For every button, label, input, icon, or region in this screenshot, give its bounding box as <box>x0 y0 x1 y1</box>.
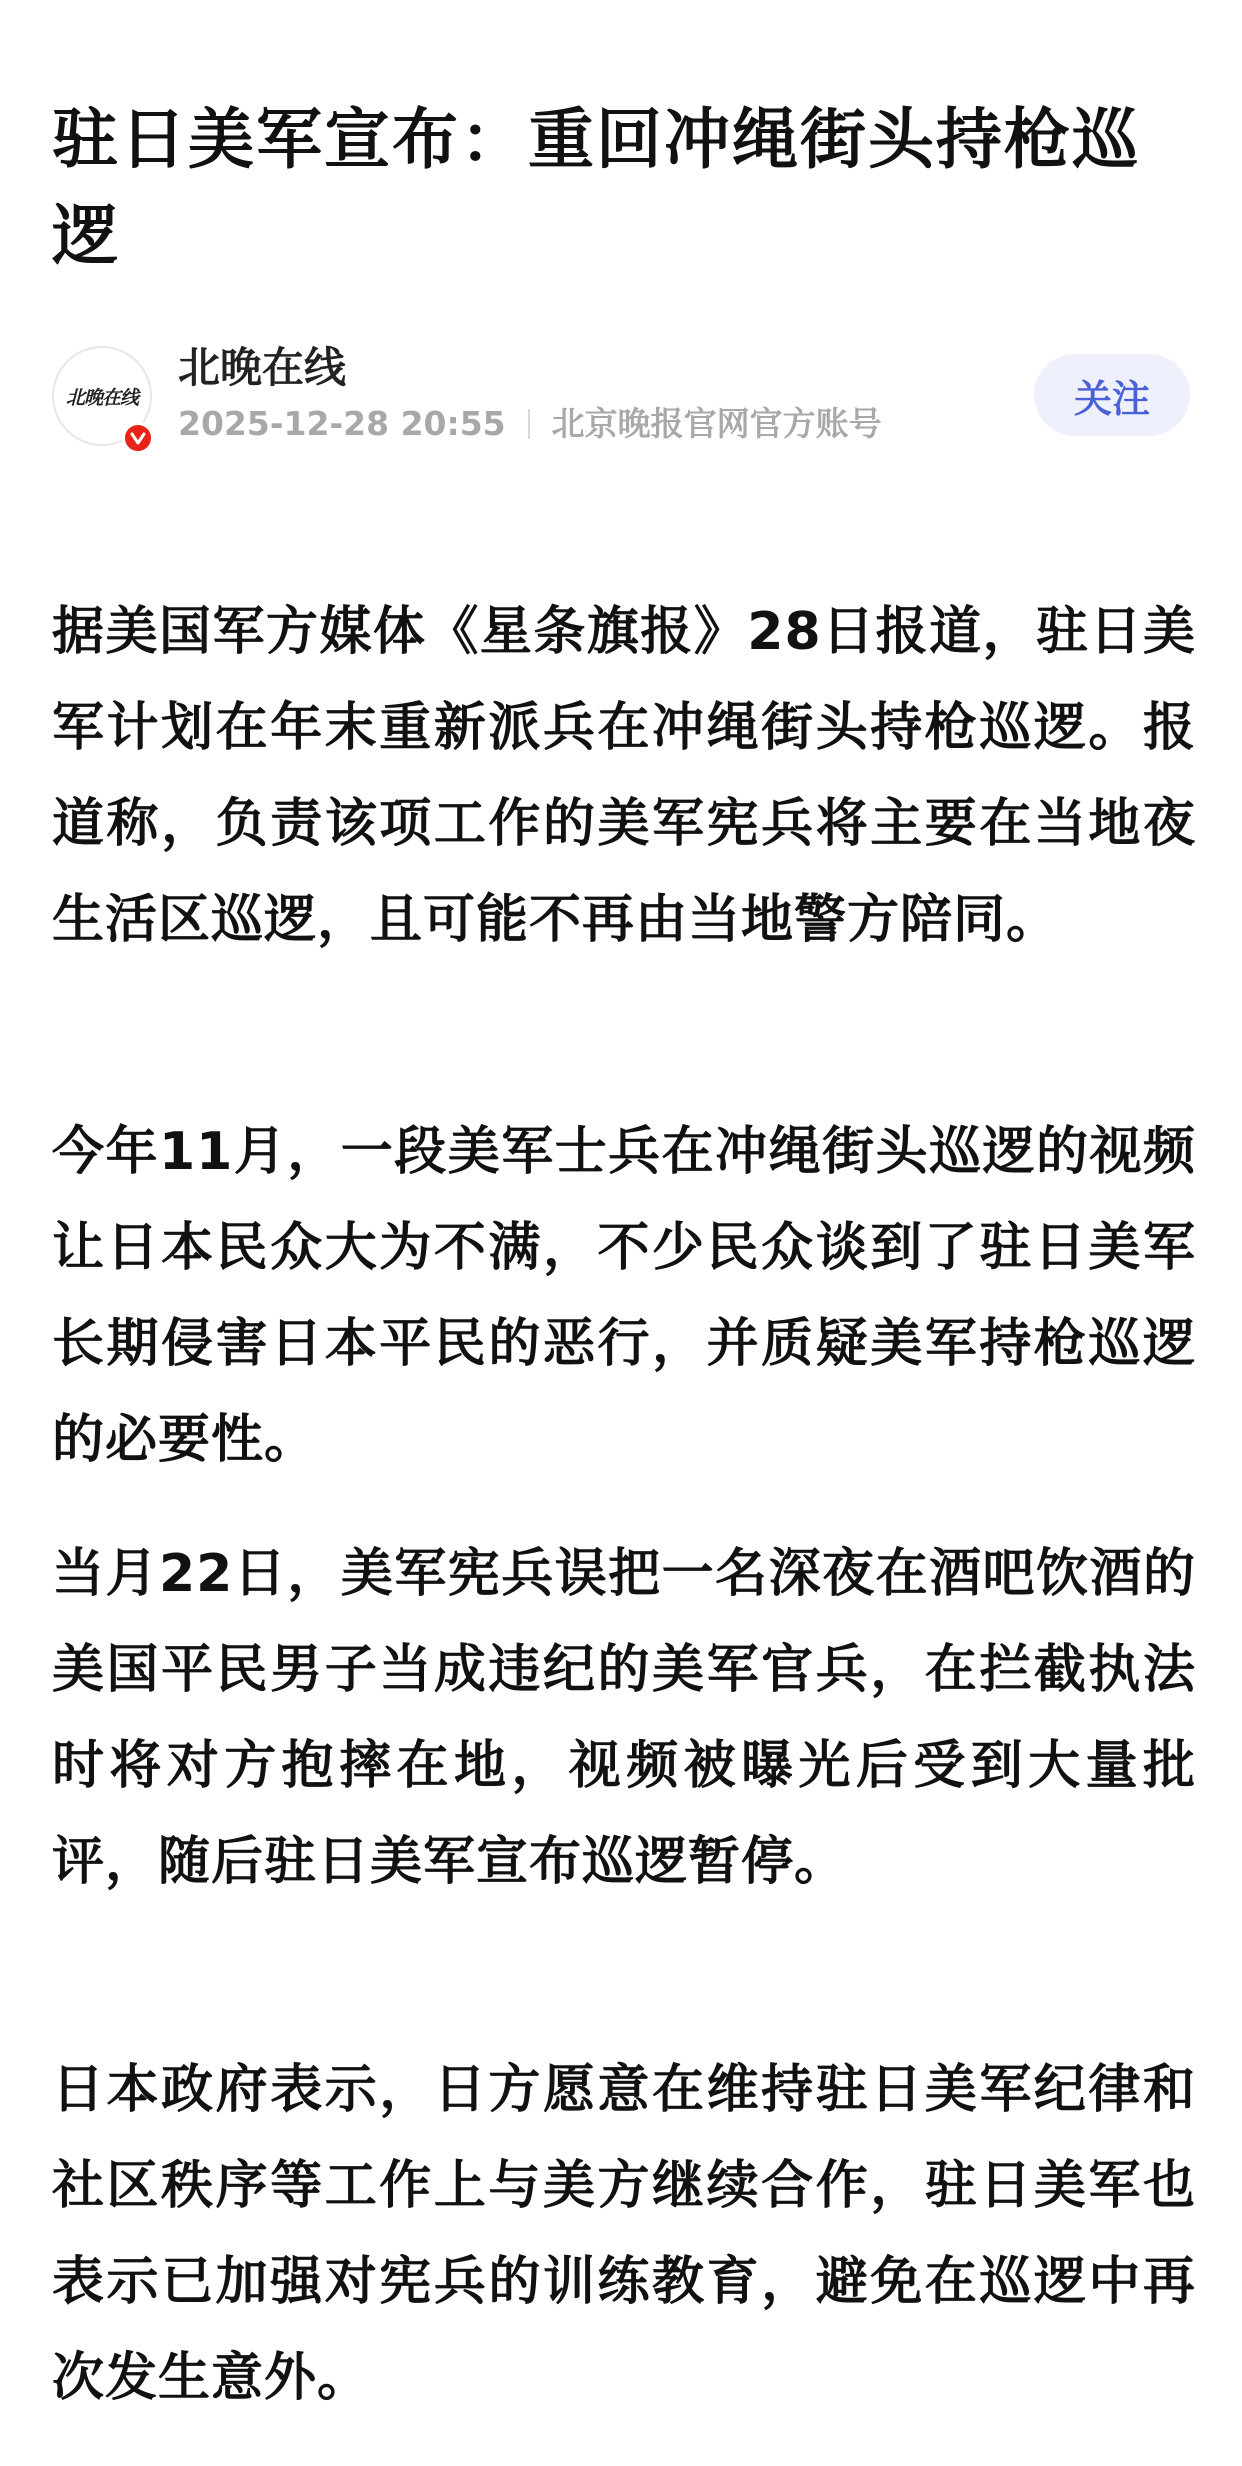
avatar-logo-text: 北晚在线 <box>65 386 138 409</box>
follow-button[interactable]: 关注 <box>1034 354 1190 436</box>
meta-line <box>178 402 882 446</box>
author-name[interactable]: 北晚在线 <box>178 343 347 392</box>
publish-date: 2025-12-28 20:55 <box>178 404 506 443</box>
meta-divider <box>528 409 530 439</box>
paragraph-3: 当月22日，美军宪兵误把一名深夜在酒吧饮酒的美国平民男子当成违纪的美军官兵，在拦截执法时将对方抱摔在地，视频被曝光后受到大量批评，随后驻日美军宣布巡逻暂停。 <box>52 1544 1196 1892</box>
author-avatar[interactable] <box>52 346 152 446</box>
paragraph-4: 日本政府表示，日方愿意在维持驻日美军纪律和社区秩序等工作上与美方继续合作，驻日美军也表示已加强对宪兵的训练教育，避免在巡逻中再次发生意外。 <box>52 2060 1196 2408</box>
verified-badge-icon <box>122 422 154 454</box>
paragraph-1: 据美国军方媒体《星条旗报》28日报道，驻日美军计划在年末重新派兵在冲绳街头持枪巡逻。报道称，负责该项工作的美军宪兵将主要在当地夜生活区巡逻，且可能不再由当地警方陪同。 <box>52 602 1196 950</box>
author-bar <box>52 340 1190 450</box>
account-description: 北京晚报官网官方账号 <box>551 404 882 443</box>
article-title: 驻日美军宣布：重回冲绳街头持枪巡逻 <box>52 101 1140 274</box>
paragraph-2: 今年11月，一段美军士兵在冲绳街头巡逻的视频让日本民众大为不满，不少民众谈到了驻日美军长期侵害日本平民的恶行，并质疑美军持枪巡逻的必要性。 <box>52 1122 1196 1470</box>
